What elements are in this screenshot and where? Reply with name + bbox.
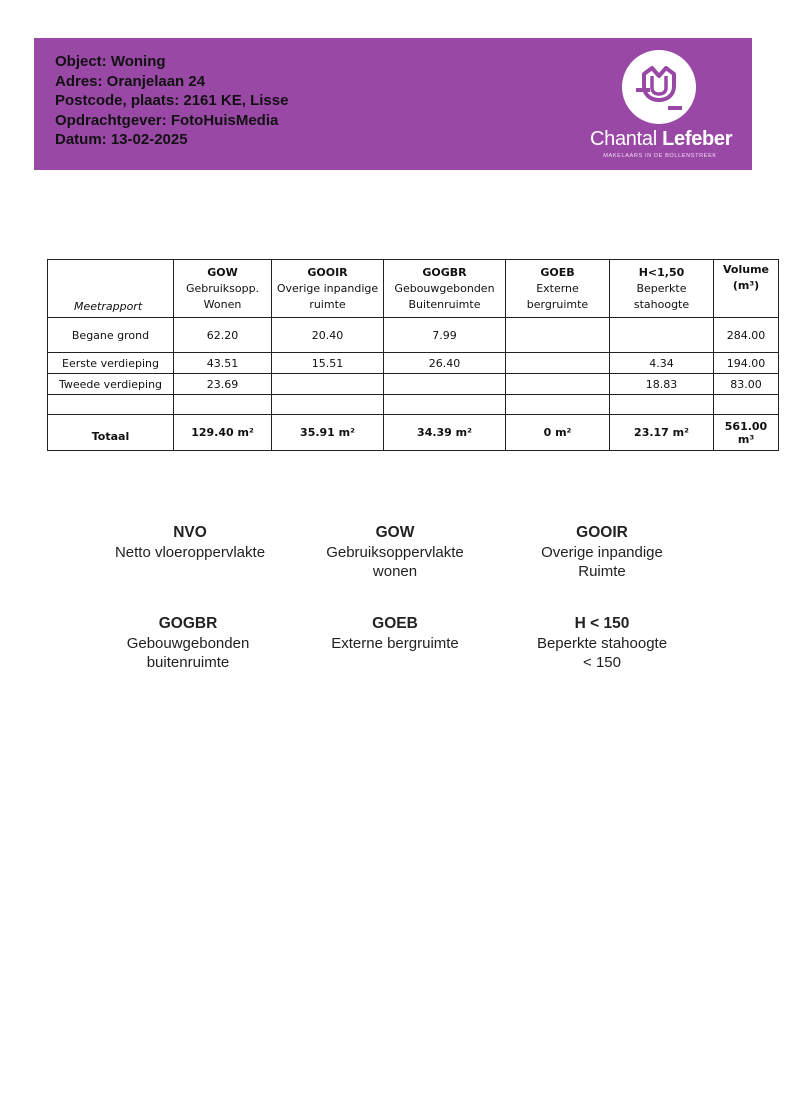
table-cell bbox=[610, 395, 714, 415]
legend-desc: Externe bergruimte bbox=[331, 634, 459, 652]
meetrapport-label: Meetrapport bbox=[48, 260, 174, 318]
legend-code: GOGBR bbox=[158, 615, 218, 632]
logo-tagline: MAKELAARS IN DE BOLLENSTREEK bbox=[603, 153, 717, 159]
table-cell: 15.51 bbox=[272, 353, 384, 374]
table-cell bbox=[506, 395, 610, 415]
object-info bbox=[55, 52, 288, 150]
table-cell bbox=[506, 374, 610, 395]
column-header-goeb bbox=[506, 260, 610, 318]
total-row bbox=[48, 415, 779, 451]
company-logo bbox=[590, 48, 733, 163]
legend-code: GOW bbox=[375, 524, 415, 541]
column-code: GOEB bbox=[540, 265, 575, 279]
logo-last-name: Lefeber bbox=[662, 128, 733, 150]
column-desc: Gebouwgebonden bbox=[394, 281, 495, 295]
legend-item-gogbr bbox=[88, 614, 288, 673]
total-label: Totaal bbox=[48, 415, 174, 451]
column-desc: Wonen bbox=[203, 297, 242, 311]
measurement-table bbox=[47, 259, 779, 451]
table-cell bbox=[272, 395, 384, 415]
row-label: Begane grond bbox=[48, 318, 174, 353]
legend-desc: Beperkte stahoogte bbox=[536, 634, 668, 652]
table-cell: 18.83 bbox=[610, 374, 714, 395]
table-cell: 83.00 bbox=[714, 374, 779, 395]
legend-desc: buitenruimte bbox=[146, 654, 230, 671]
table-cell bbox=[714, 395, 779, 415]
legend-item-h150 bbox=[502, 614, 702, 673]
legend-item-nvo bbox=[90, 523, 290, 562]
column-code: GOGBR bbox=[422, 265, 467, 279]
date-line: Datum: 13-02-2025 bbox=[55, 131, 188, 149]
column-desc: Beperkte bbox=[636, 281, 687, 295]
client-line: Opdrachtgever: FotoHuisMedia bbox=[55, 111, 279, 129]
postcode-line: Postcode, plaats: 2161 KE, Lisse bbox=[55, 92, 289, 110]
column-header-gogbr bbox=[384, 260, 506, 318]
column-desc: Externe bbox=[536, 281, 579, 295]
table-cell: 62.20 bbox=[174, 318, 272, 353]
logo-first-name: Chantal bbox=[590, 128, 663, 150]
table-cell: 43.51 bbox=[174, 353, 272, 374]
table-row bbox=[48, 353, 779, 374]
total-cell: 0 m² bbox=[506, 415, 610, 451]
column-header-gow bbox=[174, 260, 272, 318]
table-cell bbox=[272, 374, 384, 395]
total-cell: 34.39 m² bbox=[384, 415, 506, 451]
legend-code: NVO bbox=[173, 524, 207, 541]
column-desc: stahoogte bbox=[633, 297, 690, 311]
column-desc: Gebruiksopp. bbox=[185, 281, 260, 295]
legend-code: GOEB bbox=[372, 615, 418, 632]
column-code: GOW bbox=[207, 265, 238, 279]
legend-desc: Gebruiksoppervlakte bbox=[326, 543, 464, 561]
legend-code: H < 150 bbox=[574, 615, 630, 632]
table-row bbox=[48, 318, 779, 353]
legend-desc: Ruimte bbox=[578, 563, 626, 580]
legend-desc: Overige inpandige bbox=[541, 543, 663, 561]
table-cell: 20.40 bbox=[272, 318, 384, 353]
total-cell: 23.17 m² bbox=[610, 415, 714, 451]
table-cell bbox=[384, 395, 506, 415]
table-cell bbox=[384, 374, 506, 395]
row-label bbox=[48, 395, 174, 415]
column-code: H<1,50 bbox=[638, 265, 685, 279]
table-cell bbox=[610, 318, 714, 353]
logo-wordmark bbox=[590, 128, 733, 151]
table-cell: 194.00 bbox=[714, 353, 779, 374]
column-header-h150 bbox=[610, 260, 714, 318]
table-row bbox=[48, 395, 779, 415]
legend-item-gooir bbox=[502, 523, 702, 582]
report-header bbox=[34, 38, 752, 170]
column-desc: bergruimte bbox=[526, 297, 589, 311]
column-header-volume bbox=[714, 260, 779, 318]
column-desc: ruimte bbox=[309, 297, 346, 311]
table-cell: 23.69 bbox=[174, 374, 272, 395]
row-label: Eerste verdieping bbox=[48, 353, 174, 374]
table-header-row bbox=[48, 260, 779, 318]
table-cell: 7.99 bbox=[384, 318, 506, 353]
legend-desc: Netto vloeroppervlakte bbox=[114, 543, 266, 561]
column-code: Volume bbox=[723, 263, 769, 276]
table-cell: 4.34 bbox=[610, 353, 714, 374]
table-cell bbox=[174, 395, 272, 415]
row-label: Tweede verdieping bbox=[48, 374, 174, 395]
table-cell bbox=[506, 353, 610, 374]
table-cell: 284.00 bbox=[714, 318, 779, 353]
legend-desc: wonen bbox=[372, 563, 418, 580]
tulip-logo-icon bbox=[622, 50, 696, 124]
column-unit: (m³) bbox=[732, 279, 760, 292]
total-cell: 35.91 m² bbox=[272, 415, 384, 451]
table-row bbox=[48, 374, 779, 395]
legend-desc: < 150 bbox=[583, 654, 621, 671]
column-code: GOOIR bbox=[307, 265, 348, 279]
object-line: Object: Woning bbox=[55, 53, 166, 70]
address-line: Adres: Oranjelaan 24 bbox=[55, 72, 206, 90]
total-cell: 129.40 m² bbox=[174, 415, 272, 451]
table-cell: 26.40 bbox=[384, 353, 506, 374]
column-desc: Buitenruimte bbox=[408, 297, 481, 311]
legend-item-goeb bbox=[295, 614, 495, 653]
column-desc: Overige inpandige bbox=[276, 281, 379, 295]
column-header-gooir bbox=[272, 260, 384, 318]
legend-code: GOOIR bbox=[576, 524, 628, 541]
legend-item-gow bbox=[295, 523, 495, 582]
legend-desc: Gebouwgebonden bbox=[126, 634, 250, 652]
total-cell: 561.00 m³ bbox=[714, 415, 779, 451]
table-cell bbox=[506, 318, 610, 353]
